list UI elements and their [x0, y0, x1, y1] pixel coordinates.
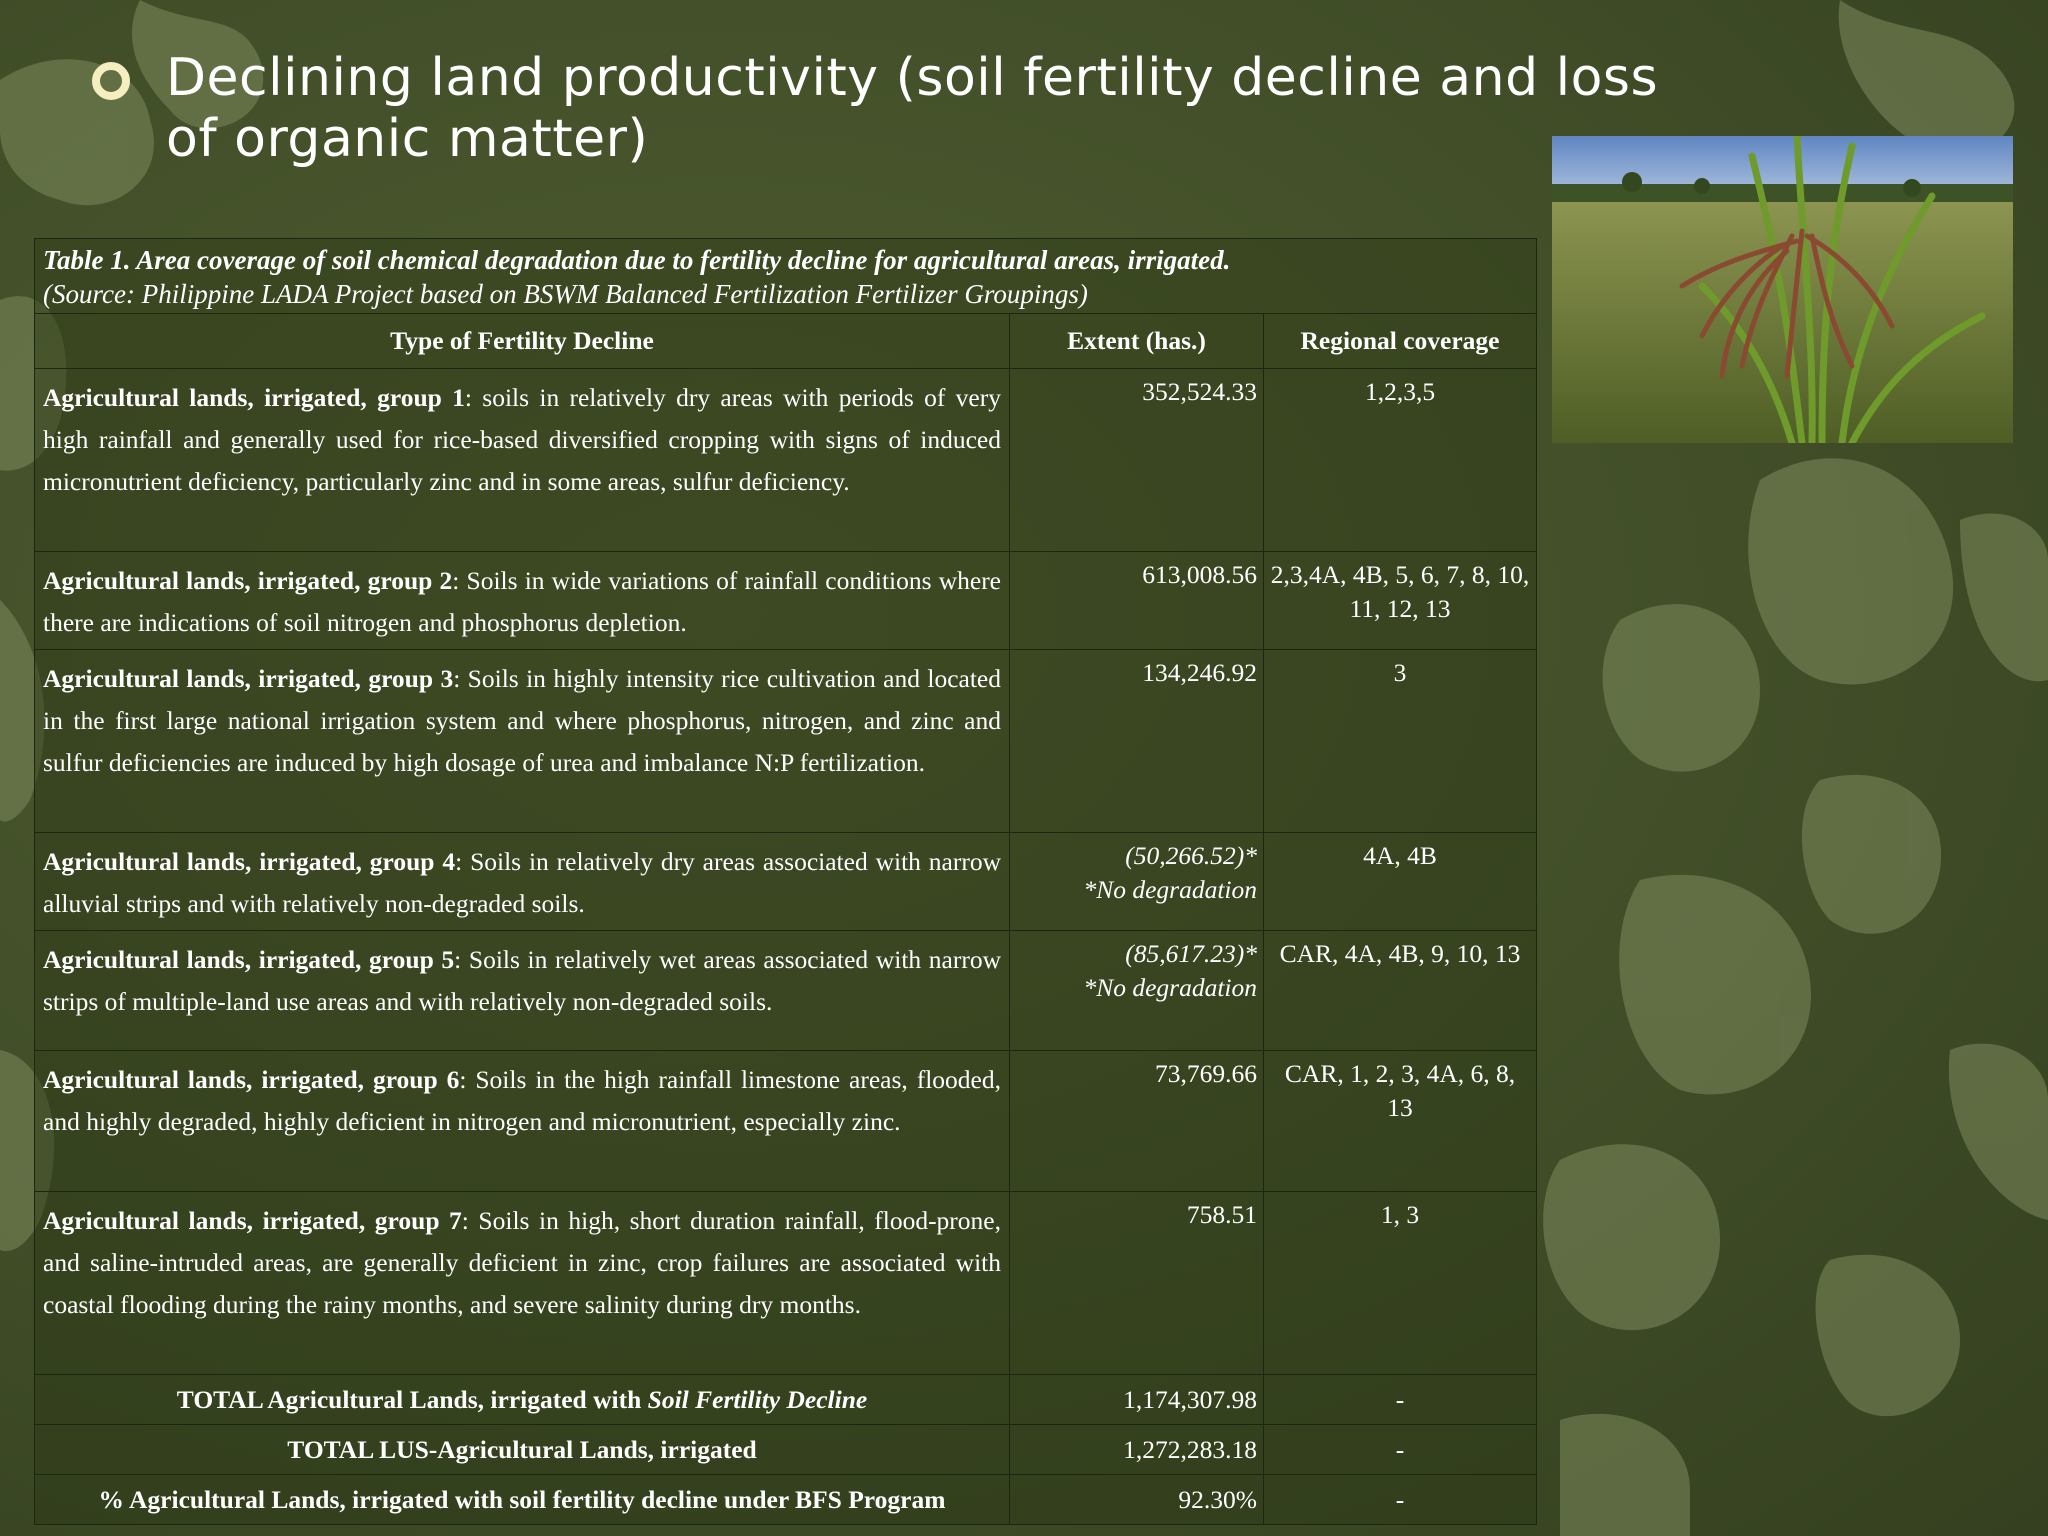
- fertility-type-cell: [35, 369, 1010, 552]
- total-label: [35, 1475, 1010, 1525]
- total-row: [35, 1425, 1537, 1475]
- table-caption-title: Table 1. Area coverage of soil chemical degradation due to fertility decline for agricultural areas, irrigated.: [43, 245, 1231, 275]
- extent-value: 613,008.56: [1142, 560, 1257, 589]
- total-value: 92.30%: [1010, 1475, 1264, 1525]
- group-label: Agricultural lands, irrigated, group 3: [43, 664, 454, 693]
- group-label: Agricultural lands, irrigated, group 5: [43, 945, 455, 974]
- table-caption: [35, 239, 1537, 314]
- table-caption-row: [35, 239, 1537, 314]
- total-label-text: TOTAL Agricultural Lands, irrigated with: [176, 1385, 648, 1414]
- table-row: [35, 931, 1537, 1051]
- fertility-type-cell: [35, 552, 1010, 650]
- regional-coverage-cell: 1,2,3,5: [1264, 369, 1537, 552]
- total-regions: -: [1264, 1425, 1537, 1475]
- table-row: [35, 552, 1537, 650]
- group-description: : Soils in high, short duration rainfall, flood-prone, and saline-intruded areas, are generally deficient in zinc, crop failures are associated with coastal flooding during the rainy months, and severe salinity during dry months.: [43, 1206, 1001, 1319]
- total-value: 1,272,283.18: [1010, 1425, 1264, 1475]
- table-row: [35, 1051, 1537, 1192]
- group-label: Agricultural lands, irrigated, group 7: [43, 1206, 462, 1235]
- total-label: [35, 1425, 1010, 1475]
- total-label-emphasis: Soil Fertility Decline: [647, 1385, 868, 1414]
- rice-plant-photo: [1552, 136, 2013, 443]
- total-label: [35, 1375, 1010, 1425]
- fertility-type-cell: [35, 833, 1010, 931]
- group-description: : Soils in wide variations of rainfall conditions where there are indications of soil nitrogen and phosphorus depletion.: [43, 566, 1001, 637]
- fertility-type-cell: [35, 1051, 1010, 1192]
- group-description: : soils in relatively dry areas with periods of very high rainfall and generally used for rice-based diversified cropping with signs of induced micronutrient deficiency, particularly zinc and in some areas, sulfur deficiency.: [43, 383, 1001, 496]
- table-caption-source: (Source: Philippine LADA Project based on BSWM Balanced Fertilization Fertilizer Groupings): [43, 279, 1088, 309]
- group-description: : Soils in relatively wet areas associated with narrow strips of multiple-land use areas and with relatively non-degraded soils.: [43, 945, 1002, 1016]
- regional-coverage-cell: 1, 3: [1264, 1192, 1537, 1375]
- fertility-type-cell: [35, 1192, 1010, 1375]
- table-row: [35, 650, 1537, 833]
- no-degradation-note: *No degradation: [1083, 973, 1257, 1002]
- extent-value: (85,617.23)*: [1125, 939, 1257, 968]
- extent-cell: [1010, 650, 1264, 833]
- column-header-regional-coverage: Regional coverage: [1264, 314, 1537, 369]
- extent-value: 758.51: [1186, 1200, 1257, 1229]
- regional-coverage-cell: 4A, 4B: [1264, 833, 1537, 931]
- extent-value: 352,524.33: [1142, 377, 1257, 406]
- regional-coverage-cell: 3: [1264, 650, 1537, 833]
- regional-coverage-cell: CAR, 1, 2, 3, 4A, 6, 8, 13: [1264, 1051, 1537, 1192]
- total-row: [35, 1375, 1537, 1425]
- extent-cell: [1010, 931, 1264, 1051]
- slide-title: Declining land productivity (soil fertility decline and loss of organic matter): [166, 48, 1659, 169]
- table-header-row: [35, 314, 1537, 369]
- group-label: Agricultural lands, irrigated, group 2: [43, 566, 453, 595]
- table-row: [35, 1192, 1537, 1375]
- group-description: : Soils in highly intensity rice cultivation and located in the first large national irrigation system and where phosphorus, nitrogen, and zinc and sulfur deficiencies are induced by high dosage of urea and imbalance N:P fertilization.: [43, 664, 1001, 777]
- group-label: Agricultural lands, irrigated, group 6: [43, 1065, 460, 1094]
- table-row: [35, 833, 1537, 931]
- column-header-extent: Extent (has.): [1010, 314, 1264, 369]
- fertility-type-cell: [35, 931, 1010, 1051]
- total-label-text: % Agricultural Lands, irrigated with soil fertility decline under BFS Program: [98, 1485, 946, 1514]
- extent-cell: [1010, 369, 1264, 552]
- extent-cell: [1010, 1051, 1264, 1192]
- total-regions: -: [1264, 1475, 1537, 1525]
- extent-value: (50,266.52)*: [1125, 841, 1257, 870]
- extent-value: 73,769.66: [1155, 1059, 1257, 1088]
- regional-coverage-cell: 2,3,4A, 4B, 5, 6, 7, 8, 10, 11, 12, 13: [1264, 552, 1537, 650]
- fertility-type-cell: [35, 650, 1010, 833]
- extent-cell: [1010, 1192, 1264, 1375]
- table-row: [35, 369, 1537, 552]
- group-label: Agricultural lands, irrigated, group 4: [43, 847, 456, 876]
- extent-cell: [1010, 552, 1264, 650]
- total-regions: -: [1264, 1375, 1537, 1425]
- group-label: Agricultural lands, irrigated, group 1: [43, 383, 465, 412]
- total-value: 1,174,307.98: [1010, 1375, 1264, 1425]
- total-label-text: TOTAL LUS-Agricultural Lands, irrigated: [287, 1435, 757, 1464]
- regional-coverage-cell: CAR, 4A, 4B, 9, 10, 13: [1264, 931, 1537, 1051]
- total-row: [35, 1475, 1537, 1525]
- extent-value: 134,246.92: [1142, 658, 1257, 687]
- no-degradation-note: *No degradation: [1083, 875, 1257, 904]
- bullet-ring-icon: [92, 62, 130, 100]
- fertility-decline-table: [34, 238, 1537, 1525]
- column-header-type: Type of Fertility Decline: [35, 314, 1010, 369]
- extent-cell: [1010, 833, 1264, 931]
- group-description: : Soils in relatively dry areas associated with narrow alluvial strips and with relatively non-degraded soils.: [43, 847, 1001, 918]
- group-description: : Soils in the high rainfall limestone areas, flooded, and highly degraded, highly deficient in nitrogen and micronutrient, especially zinc.: [43, 1065, 1001, 1136]
